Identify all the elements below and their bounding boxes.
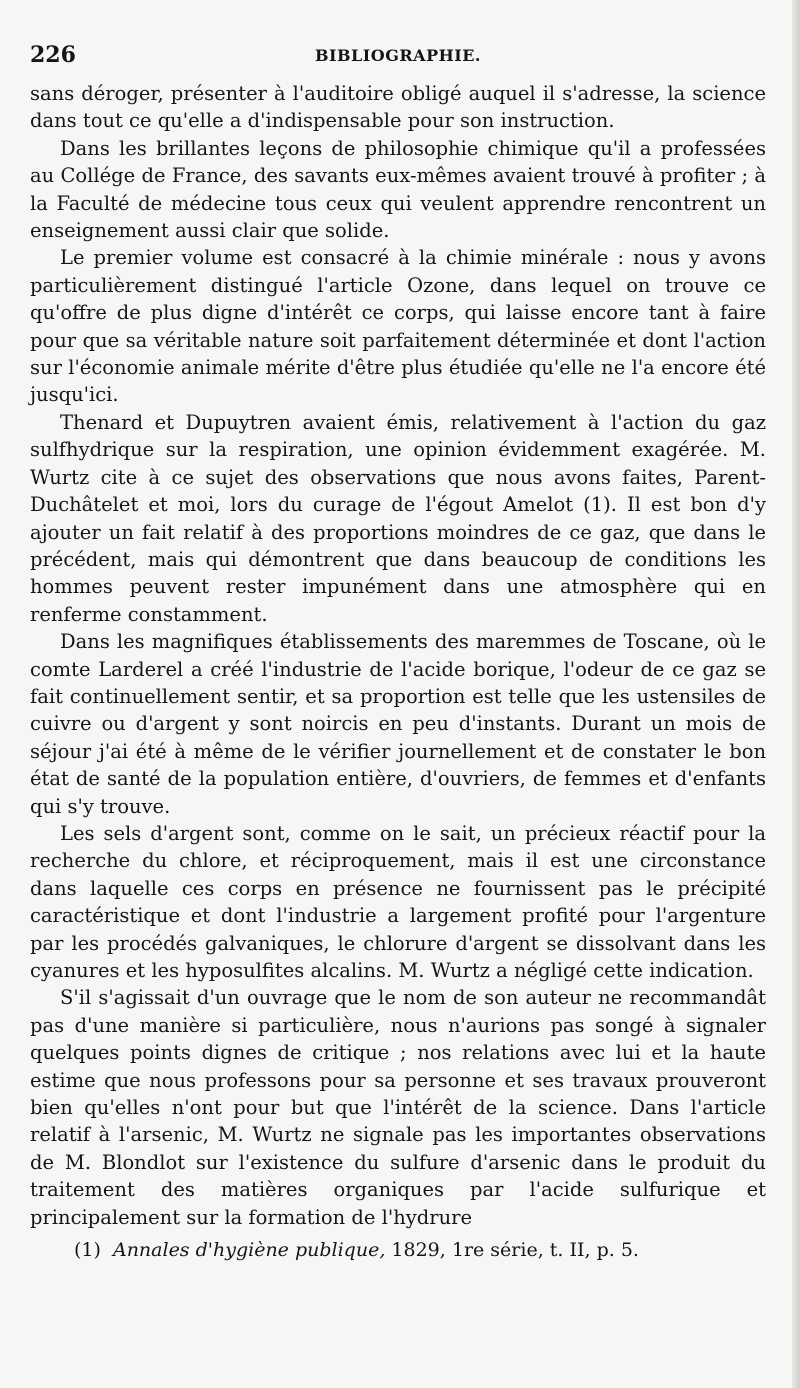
running-head <box>30 40 766 80</box>
paragraph: S'il s'agissait d'un ouvrage que le nom de son auteur ne recommandât pas d'une manière si particulière, nous n'aurions pas songé à signaler quelques points dignes de critique ; nos relations avec lui et la haute estime que nous professons pour sa personne et ses travaux prouveront bien qu'elles n'ont pour but que l'intérêt de la science. Dans l'article relatif à l'arsenic, M. Wurtz ne signale pas les importantes observations de M. Blondlot sur l'existence du sulfure d'arsenic dans le produit du traitement des matières organiques par l'acide sulfurique et principalement sur la formation de l'hydrure <box>30 986 766 1229</box>
footnote-marker: (1) <box>74 1239 101 1262</box>
page-gutter-shadow <box>792 0 800 1388</box>
paragraph: Thenard et Dupuytren avaient émis, relativement à l'action du gaz sulfhydrique sur la respiration, une opinion évidemment exagérée. M. Wurtz cite à ce sujet des observations que nous avons faites, Parent-Duchâtelet et moi, lors du curage de l'égout Amelot (1). Il est bon d'y ajouter un fait relatif à des proportions moindres de ce gaz, que dans le précédent, mais qui démontrent que dans beaucoup de conditions les hommes peuvent rester impunément dans une atmosphère qui en renferme constamment. <box>30 410 766 626</box>
paragraph: Dans les brillantes leçons de philosophie chimique qu'il a professées au Collége de France, des savants eux-mêmes avaient trouvé à profiter ; à la Faculté de médecine tous ceux qui veulent apprendre rencontrent un enseignement aussi clair que solide. <box>30 136 766 243</box>
footnote <box>30 1237 766 1263</box>
running-head-title: BIBLIOGRAPHIE. <box>315 46 481 65</box>
page-number: 226 <box>30 42 76 68</box>
footnote-details: 1829, 1re série, t. II, p. 5. <box>391 1239 639 1262</box>
paragraph: Le premier volume est consacré à la chimie minérale : nous y avons particulièrement distingué l'article Ozone, dans lequel on trouve ce qu'offre de plus digne d'intérêt ce corps, qui laisse encore tant à faire pour que sa véritable nature soit parfaitement déterminée et dont l'action sur l'économie animale mérite d'être plus étudiée qu'elle ne l'a encore été jusqu'ici. <box>30 246 766 407</box>
paragraph: sans déroger, présenter à l'auditoire obligé auquel il s'adresse, la science dans tout ce qu'elle a d'indispensable pour son instruction. <box>30 82 766 133</box>
paragraph: Les sels d'argent sont, comme on le sait, un précieux réactif pour la recherche du chlore, et réciproquement, mais il est une circonstance dans laquelle ces corps en présence ne fournissent pas le précipité caractéristique et dont l'industrie a largement profité pour l'argenture par les procédés galvaniques, le chlorure d'argent se dissolvant dans les cyanures et les hyposulfites alcalins. M. Wurtz a négligé cette indication. <box>30 821 766 982</box>
body-text <box>30 80 766 1231</box>
footnote-journal: Annales d'hygiène publique, <box>112 1239 386 1262</box>
paragraph: Dans les magnifiques établissements des maremmes de Toscane, où le comte Larderel a créé l'industrie de l'acide borique, l'odeur de ce gaz se fait continuellement sentir, et sa proportion est telle que les ustensiles de cuivre ou d'argent y sont noircis en peu d'instants. Durant un mois de séjour j'ai été à même de le vérifier journellement et de constater le bon état de santé de la population entière, d'ouvriers, de femmes et d'enfants qui s'y trouve. <box>30 630 766 818</box>
